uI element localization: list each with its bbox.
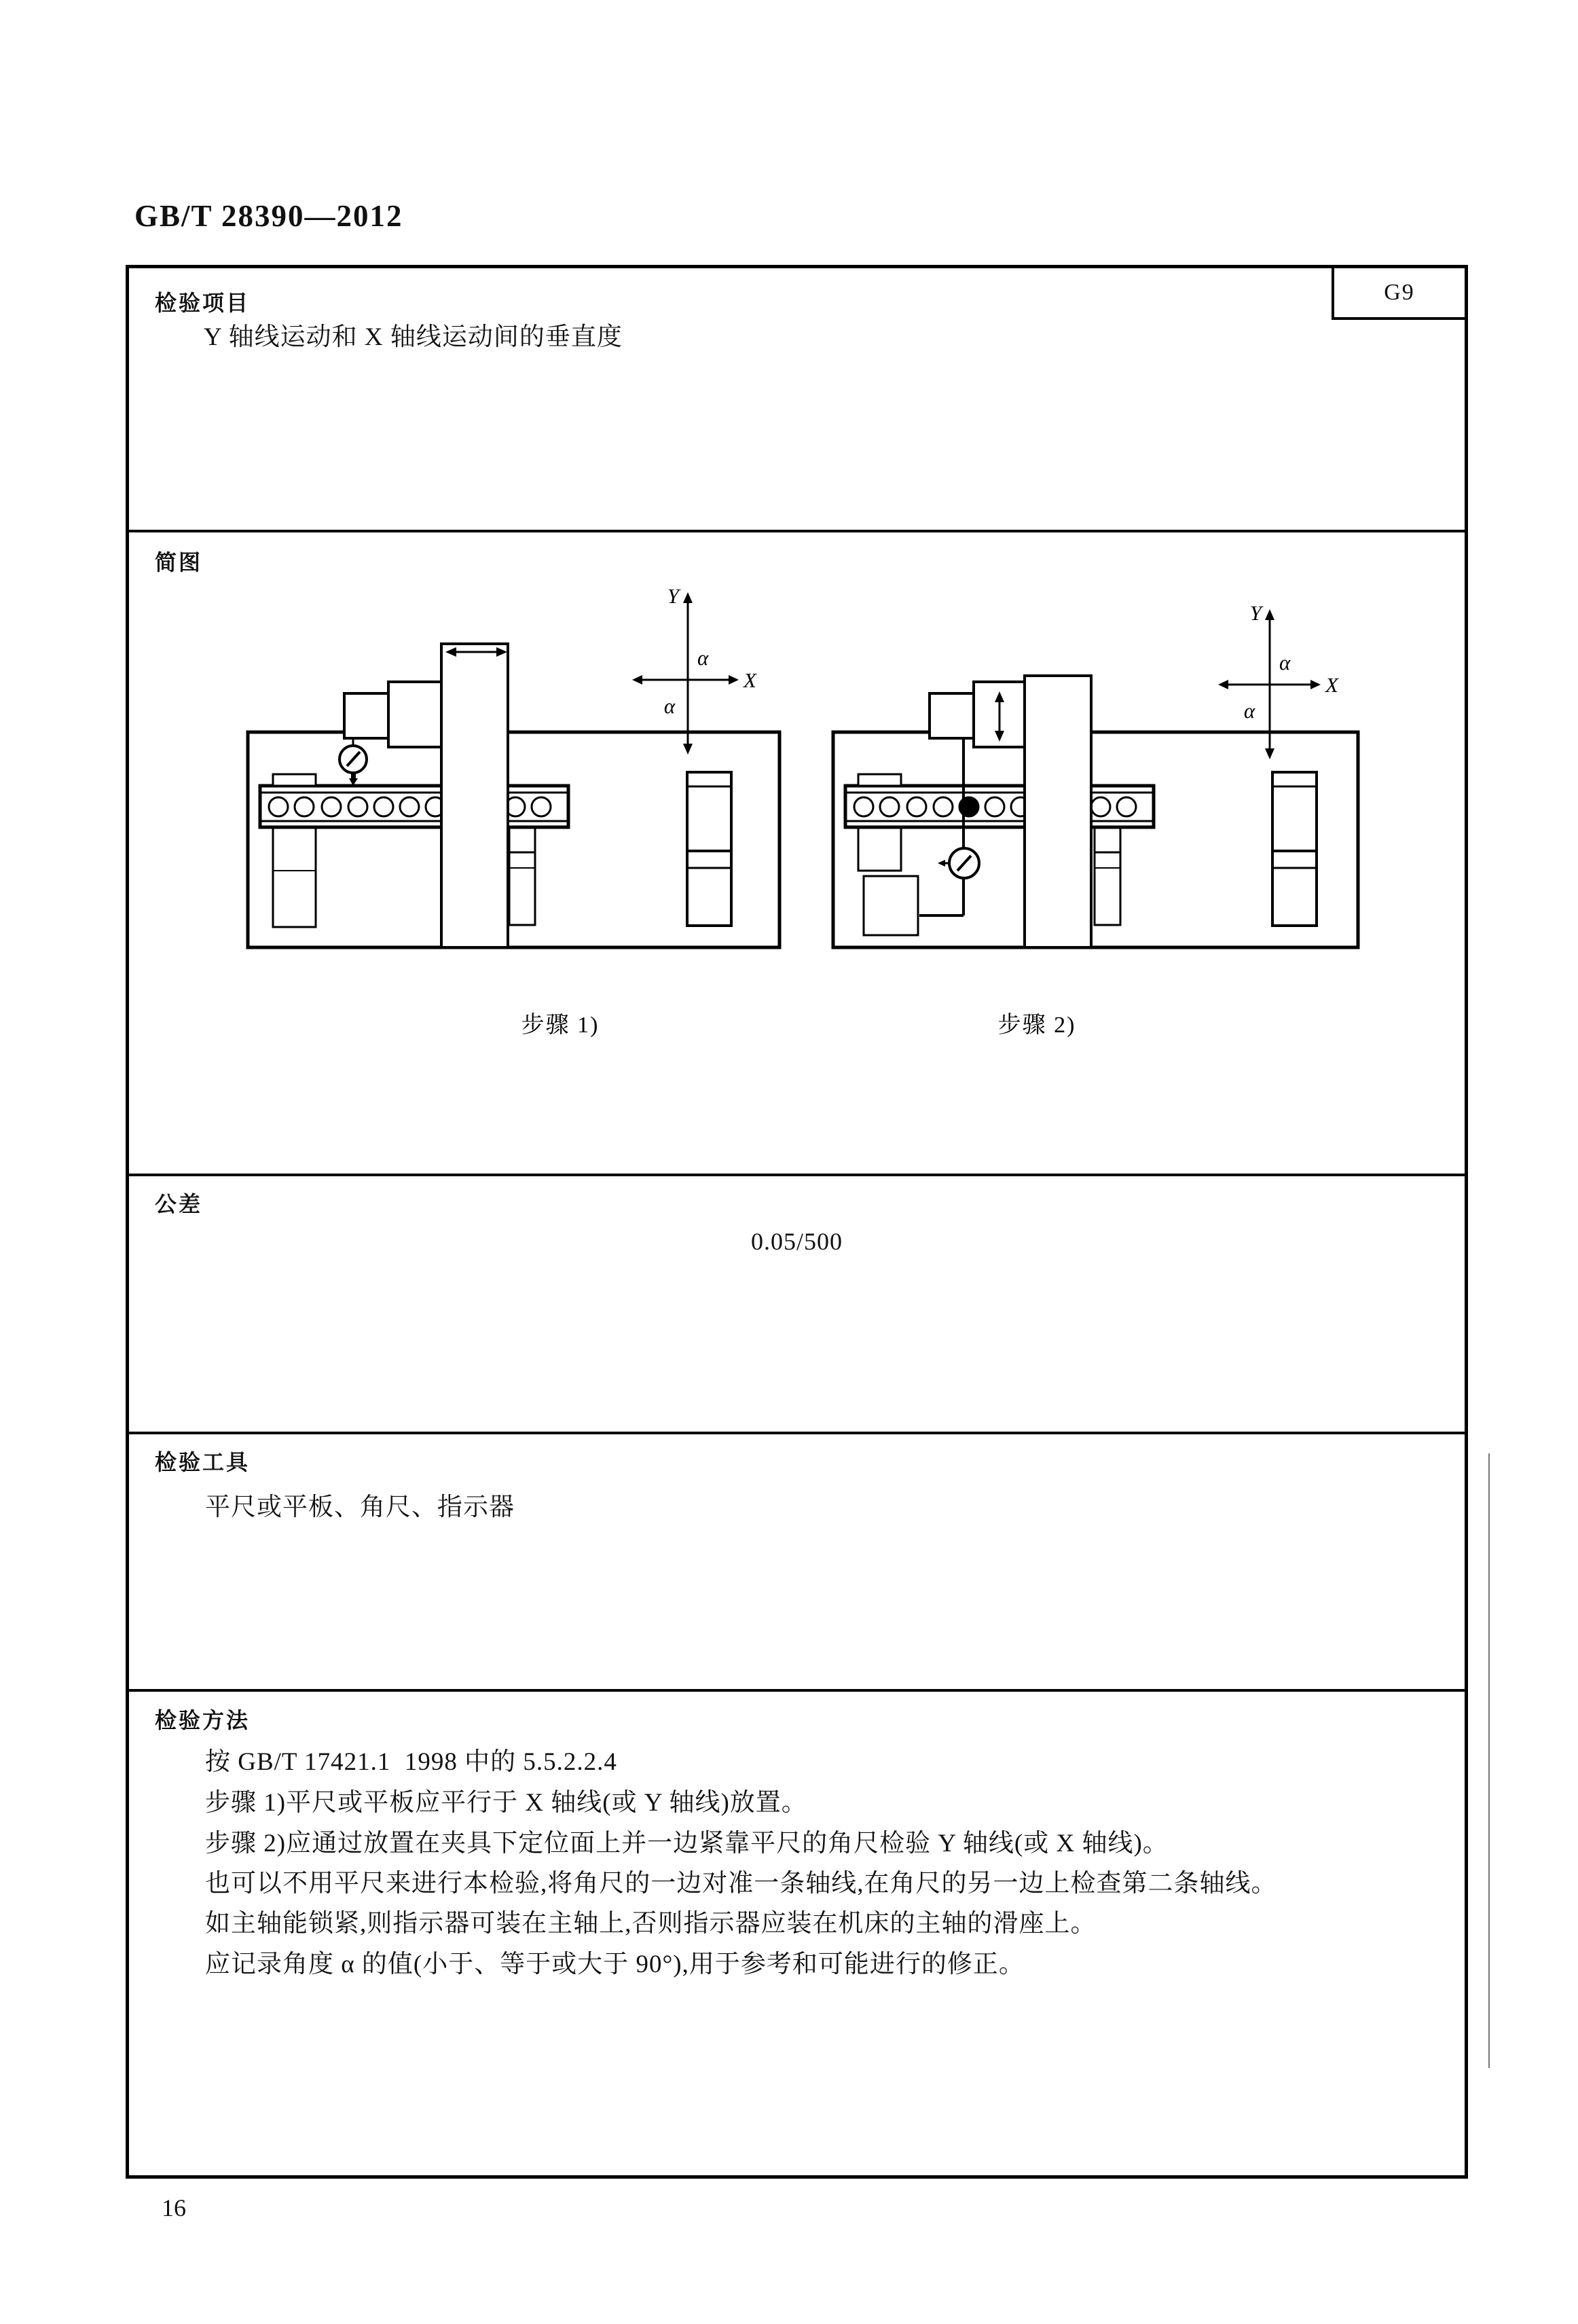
section-label-tolerance: 公差 xyxy=(155,1192,203,1216)
alpha-upper-label: α xyxy=(697,646,709,670)
section-label-inspection-item: 检验项目 xyxy=(155,291,251,315)
method-line: 如主轴能锁紧,则指示器可装在主轴上,否则指示器应装在机床的主轴的滑座上。 xyxy=(205,1910,1097,1938)
axis-y-label: Y xyxy=(667,584,679,608)
page-number: 16 xyxy=(162,2194,186,2221)
item-code-box: G9 xyxy=(1332,268,1465,320)
method-line: 也可以不用平尺来进行本检验,将角尺的一边对准一条轴线,在角尺的另一边上检查第二条轴线。 xyxy=(205,1870,1277,1898)
divider-tools xyxy=(129,1432,1465,1434)
step1-caption: 步骤 1) xyxy=(521,1013,600,1038)
method-line: 按 GB/T 17421.1 1998 中的 5.5.2.2.4 xyxy=(205,1748,617,1776)
diagram-step2-machine xyxy=(833,601,1358,947)
method-line: 步骤 1)平尺或平板应平行于 X 轴线(或 Y 轴线)放置。 xyxy=(205,1789,807,1817)
alpha-lower-label: α xyxy=(1243,699,1255,723)
alpha-upper-label: α xyxy=(1279,651,1291,674)
step2-caption: 步骤 2) xyxy=(997,1013,1076,1038)
scan-artifact-line xyxy=(1488,1453,1490,2068)
machine-column xyxy=(1025,676,1091,947)
axis-y-label: Y xyxy=(1249,601,1262,625)
alpha-lower-label: α xyxy=(663,694,676,718)
method-line: 应记录角度 α 的值(小于、等于或大于 90°),用于参考和可能进行的修正。 xyxy=(205,1950,1025,1978)
diagram-svg xyxy=(129,530,1465,1174)
straightedge xyxy=(845,786,1154,827)
method-line: 步骤 2)应通过放置在夹具下定位面上并一边紧靠平尺的角尺检验 Y 轴线(或 X 轴线)。 xyxy=(205,1830,1169,1857)
tolerance-value: 0.05/500 xyxy=(750,1228,843,1255)
axis-x-label: X xyxy=(744,668,756,692)
machine-column xyxy=(441,644,508,947)
tools-text: 平尺或平板、角尺、指示器 xyxy=(205,1493,515,1521)
section-label-tools: 检验工具 xyxy=(155,1450,251,1474)
standard-number: GB/T 28390—2012 xyxy=(134,199,403,233)
section-label-method: 检验方法 xyxy=(155,1708,251,1732)
axis-x-label: X xyxy=(1325,673,1338,697)
section-label-diagram: 简图 xyxy=(155,550,203,575)
straightedge xyxy=(260,786,568,827)
divider-tolerance xyxy=(129,1174,1465,1176)
inspection-item-text: Y 轴线运动和 X 轴线运动间的垂直度 xyxy=(204,323,623,351)
diagram-step1-machine xyxy=(248,584,779,947)
divider-method xyxy=(129,1689,1465,1692)
axis-cross-step1 xyxy=(632,584,757,755)
inspection-table xyxy=(126,265,1468,2179)
